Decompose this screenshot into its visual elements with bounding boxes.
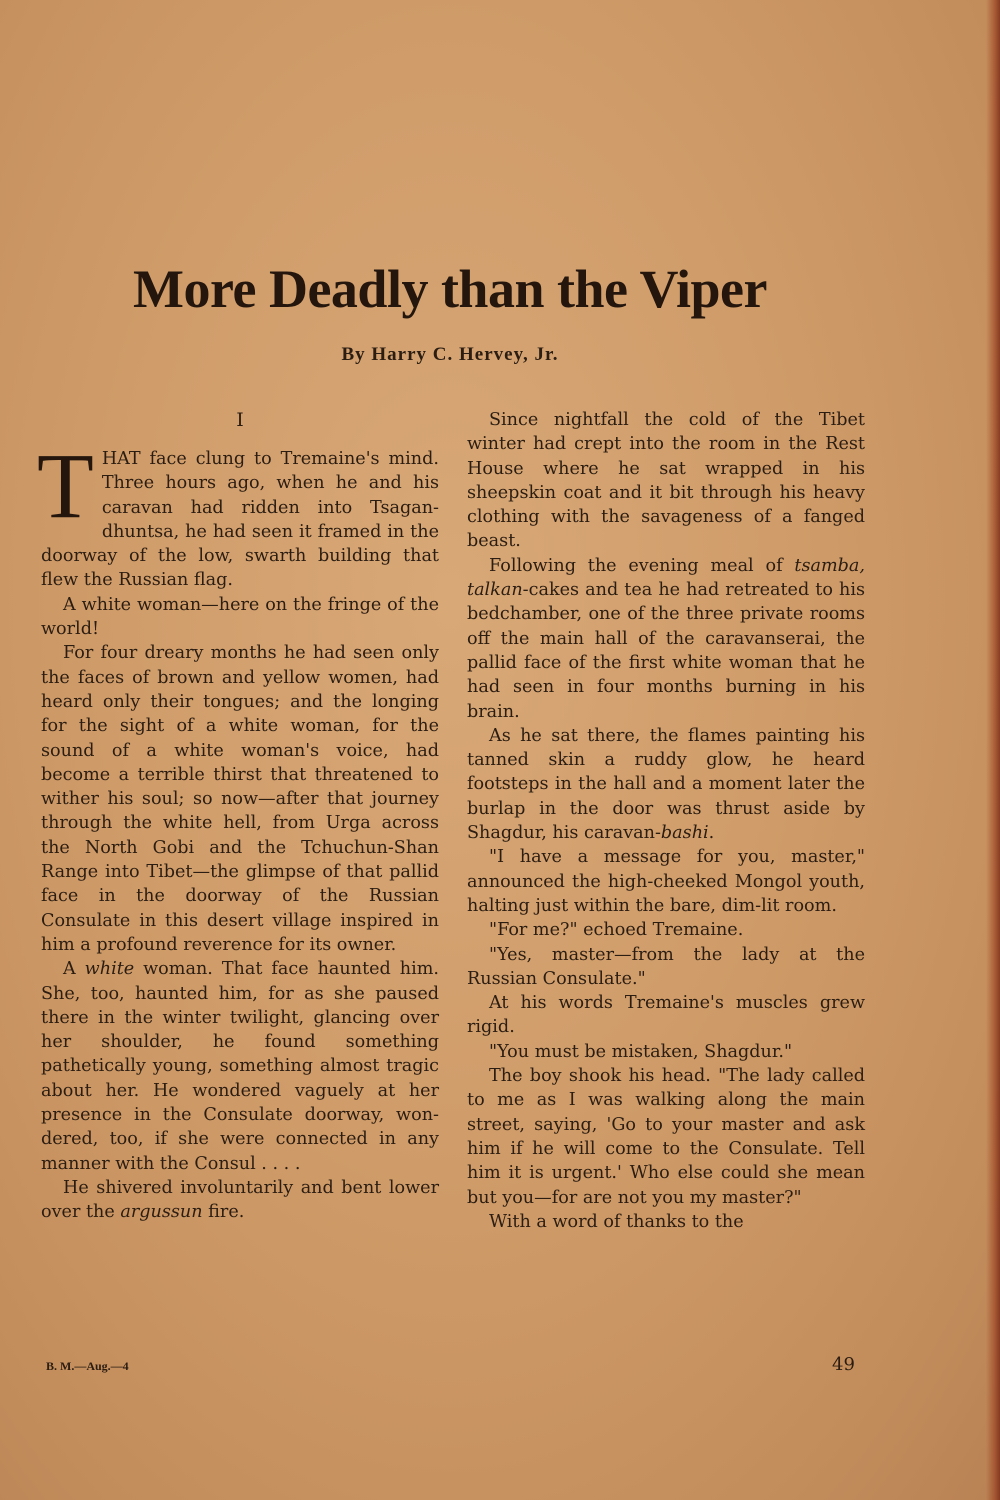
emphasis: bashi xyxy=(660,823,709,844)
paragraph: "You must be mistaken, Shagdur." xyxy=(489,1041,793,1062)
paragraph: "Yes, master—from the lady at the Russian Consulate." xyxy=(467,944,865,989)
paragraph: Since nightfall the cold of the Tibet winter had crept into the room in the Rest House where he sat wrapped in his sheepskin coat and it bit through his heavy clothing with the savageness of a fanged beast. xyxy=(467,410,865,552)
paragraph: He shivered involuntarily and bent lower over the argussun fire. xyxy=(41,1177,439,1223)
paragraph: At his words Tremaine's muscles grew rigid. xyxy=(467,993,865,1038)
left-column xyxy=(37,408,440,1225)
paragraph: "I have a message for you, master," announced the high-cheeked Mongol youth, halting just within the bare, dim-lit room. xyxy=(467,847,865,916)
footer-signature: B. M.—Aug.—4 xyxy=(46,1359,129,1373)
paragraph: A white woman—here on the fringe of the world! xyxy=(41,594,439,640)
page-edge-stain xyxy=(986,0,1000,1500)
paragraph: The boy shook his head. "The lady called to me as I was walking along the main street, saying, 'Go to your master and ask him if he will come to the Consulate. Tell him it is urgent.' Who else could she mean but you—for are not you my master?" xyxy=(467,1066,865,1208)
section-number: I xyxy=(236,409,244,431)
paragraph: THAT face clung to Tremaine's mind. Three hours ago, when he and his caravan had ridden into Tsagan-dhuntsa, he had seen it framed in the doorway of the low, swarth building that flew the Russian flag. xyxy=(37,435,439,591)
drop-cap: T xyxy=(37,435,94,538)
emphasis: white xyxy=(84,959,135,980)
paragraph: For four dreary months he had seen only the faces of brown and yellow women, had heard only their tongues; and the longing for the sight of a white woman, for the sound of a white woman's voice, had become a terrible thirst that threatened to wither his soul; so now—after that journey through the white hell, from Urga across the North Gobi and the Tchuchun-Shan Range into Tibet—the glimpse of that pallid face in the doorway of the Russian Consulate in this desert village inspired in him a profound reverence for its owner. xyxy=(41,643,439,955)
paragraph: "For me?" echoed Tremaine. xyxy=(489,920,744,941)
right-column xyxy=(467,408,865,1234)
emphasis: tsamba, talkan xyxy=(467,555,865,601)
story-title: More Deadly than the Viper xyxy=(133,259,767,319)
byline: By Harry C. Hervey, Jr. xyxy=(341,344,559,365)
paragraph: With a word of thanks to the xyxy=(489,1211,744,1232)
paragraph: Following the evening meal of tsamba, talkan-cakes and tea he had retreated to his bedchamber, one of the three private rooms off the main hall of the caravanserai, the pallid face of the first white woman that he had seen in four months burning in his brain. xyxy=(467,555,865,722)
paragraph: A white woman. That face haunted him. She, too, haunted him, for as she paused there in the winter twilight, glancing over her shoulder, he found something pathetically young, something almost tragic about her. He wondered vaguely at her presence in the Consulate doorway, wondered, too, if she were connected in any manner with the Consul . . . . xyxy=(41,959,440,1174)
page-number: 49 xyxy=(832,1354,855,1375)
emphasis: argussun xyxy=(120,1202,203,1223)
paragraph: As he sat there, the flames painting his tanned skin a ruddy glow, he heard footsteps in the hall and a moment later the burlap in the door was thrust aside by Shagdur, his caravan-bashi. xyxy=(467,725,865,844)
